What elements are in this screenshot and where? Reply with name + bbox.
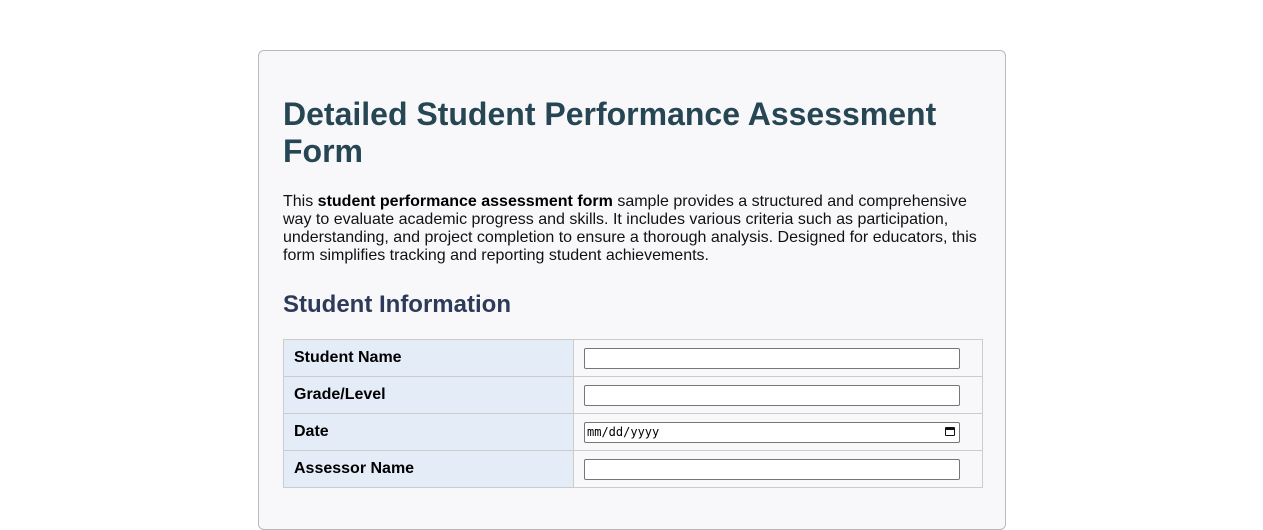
intro-prefix: This: [283, 193, 318, 210]
student-name-cell: [574, 340, 983, 377]
assessor-name-input[interactable]: [584, 459, 960, 480]
intro-suffix: sample provides a structured and comprehensive way to evaluate academic progress and skills. It includes various criteria such as participation, understanding, and project completion to ensure a thorough analysis. Designed for educators, this form simplifies tracking and reporting student achievements.: [283, 193, 977, 264]
intro-paragraph: [283, 193, 981, 265]
table-row: [284, 451, 983, 488]
table-row: [284, 377, 983, 414]
date-label: Date: [284, 414, 574, 451]
student-info-table: [283, 339, 983, 488]
section-heading-student-information: Student Information: [283, 291, 511, 318]
date-cell: [574, 414, 983, 451]
date-input[interactable]: [584, 422, 960, 443]
grade-level-label: Grade/Level: [284, 377, 574, 414]
assessment-form-card: [258, 50, 1006, 530]
grade-level-input[interactable]: [584, 385, 960, 406]
grade-level-cell: [574, 377, 983, 414]
page-title: Detailed Student Performance Assessment Form: [283, 96, 937, 169]
assessor-name-cell: [574, 451, 983, 488]
intro-bold: student performance assessment form: [317, 193, 613, 210]
student-name-label: Student Name: [284, 340, 574, 377]
table-row: [284, 414, 983, 451]
calendar-icon[interactable]: [945, 427, 955, 436]
date-placeholder: mm/dd/yyyy: [587, 424, 660, 439]
table-row: [284, 340, 983, 377]
assessor-name-label: Assessor Name: [284, 451, 574, 488]
student-name-input[interactable]: [584, 348, 960, 369]
